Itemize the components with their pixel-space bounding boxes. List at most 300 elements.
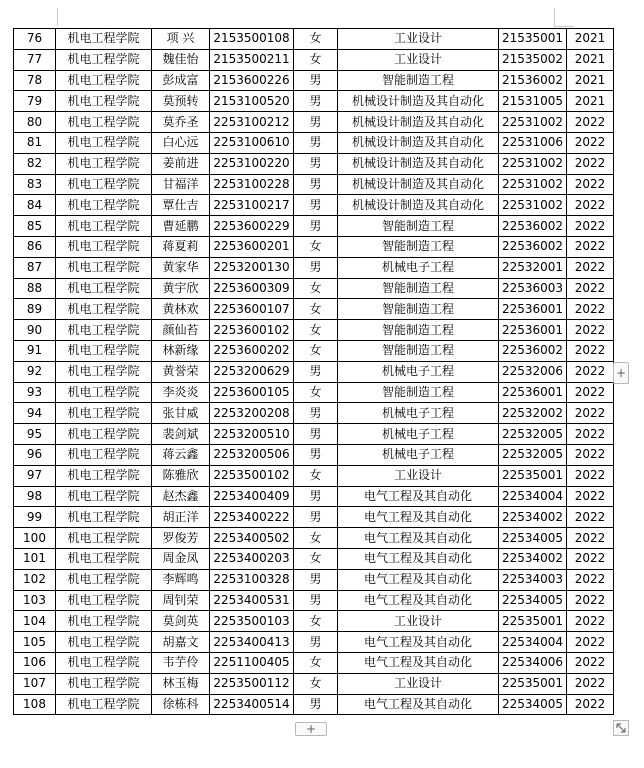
cell-class-code: 22531002: [499, 153, 567, 174]
cell-major: 工业设计: [338, 673, 499, 694]
cell-index: 77: [14, 49, 56, 70]
cell-index: 92: [14, 361, 56, 382]
cell-college: 机电工程学院: [56, 257, 152, 278]
cell-student-id: 2253400203: [210, 548, 294, 569]
cell-student-id: 2253100328: [210, 569, 294, 590]
cell-college: 机电工程学院: [56, 590, 152, 611]
cell-gender: 女: [294, 528, 338, 549]
cell-class-code: 21531005: [499, 91, 567, 112]
cell-major: 智能制造工程: [338, 216, 499, 237]
cell-college: 机电工程学院: [56, 195, 152, 216]
cell-gender: 男: [294, 112, 338, 133]
cell-student-id: 2253400514: [210, 694, 294, 715]
cell-index: 91: [14, 340, 56, 361]
cell-class-code: 22536001: [499, 382, 567, 403]
cell-index: 79: [14, 91, 56, 112]
table-row: [14, 112, 614, 133]
cell-index: 90: [14, 320, 56, 341]
table-row: [14, 91, 614, 112]
cell-major: 电气工程及其自动化: [338, 528, 499, 549]
cell-college: 机电工程学院: [56, 673, 152, 694]
cell-major: 电气工程及其自动化: [338, 486, 499, 507]
cell-grade: 2022: [567, 153, 614, 174]
table-row: [14, 382, 614, 403]
cell-college: 机电工程学院: [56, 652, 152, 673]
table-row: [14, 174, 614, 195]
cell-index: 95: [14, 424, 56, 445]
cell-gender: 男: [294, 632, 338, 653]
cell-grade: 2022: [567, 112, 614, 133]
plus-icon: +: [305, 722, 317, 736]
cell-grade: 2022: [567, 132, 614, 153]
cell-student-id: 2253100228: [210, 174, 294, 195]
table-row: [14, 611, 614, 632]
cell-student-id: 2253200506: [210, 444, 294, 465]
cell-index: 99: [14, 507, 56, 528]
cell-gender: 男: [294, 70, 338, 91]
plus-icon: +: [615, 366, 627, 380]
cell-name: 陈雅欣: [152, 465, 210, 486]
cell-gender: 男: [294, 424, 338, 445]
cell-gender: 女: [294, 340, 338, 361]
cell-college: 机电工程学院: [56, 49, 152, 70]
cell-name: 项 兴: [152, 29, 210, 50]
cell-class-code: 22535001: [499, 611, 567, 632]
cell-major: 电气工程及其自动化: [338, 694, 499, 715]
cell-major: 机械设计制造及其自动化: [338, 195, 499, 216]
cell-major: 机械电子工程: [338, 424, 499, 445]
cell-gender: 男: [294, 403, 338, 424]
cell-name: 徐栋科: [152, 694, 210, 715]
cell-grade: 2022: [567, 590, 614, 611]
cell-major: 电气工程及其自动化: [338, 652, 499, 673]
cell-gender: 男: [294, 486, 338, 507]
cell-gender: 女: [294, 465, 338, 486]
cell-grade: 2021: [567, 91, 614, 112]
cell-major: 机械电子工程: [338, 403, 499, 424]
cell-college: 机电工程学院: [56, 611, 152, 632]
cell-gender: 男: [294, 91, 338, 112]
cell-gender: 男: [294, 257, 338, 278]
cell-student-id: 2153500108: [210, 29, 294, 50]
cell-grade: 2022: [567, 444, 614, 465]
cell-grade: 2022: [567, 361, 614, 382]
cell-name: 张甘威: [152, 403, 210, 424]
cell-student-id: 2253400413: [210, 632, 294, 653]
cell-college: 机电工程学院: [56, 444, 152, 465]
table-row: [14, 278, 614, 299]
cell-index: 104: [14, 611, 56, 632]
cell-index: 87: [14, 257, 56, 278]
cell-name: 胡嘉文: [152, 632, 210, 653]
cell-index: 103: [14, 590, 56, 611]
cell-class-code: 22534004: [499, 632, 567, 653]
table-row: [14, 673, 614, 694]
cell-gender: 女: [294, 278, 338, 299]
cell-name: 罗俊芳: [152, 528, 210, 549]
cell-college: 机电工程学院: [56, 91, 152, 112]
cell-index: 108: [14, 694, 56, 715]
cell-gender: 女: [294, 320, 338, 341]
table-row: [14, 299, 614, 320]
table-row: [14, 70, 614, 91]
cell-college: 机电工程学院: [56, 153, 152, 174]
cell-major: 工业设计: [338, 29, 499, 50]
cell-student-id: 2153600226: [210, 70, 294, 91]
cell-class-code: 22536001: [499, 299, 567, 320]
cell-gender: 女: [294, 548, 338, 569]
cell-college: 机电工程学院: [56, 569, 152, 590]
cell-class-code: 22534002: [499, 507, 567, 528]
cell-grade: 2022: [567, 424, 614, 445]
cell-student-id: 2253600105: [210, 382, 294, 403]
cell-college: 机电工程学院: [56, 132, 152, 153]
cell-gender: 男: [294, 195, 338, 216]
cell-index: 84: [14, 195, 56, 216]
table-row: [14, 548, 614, 569]
cell-index: 94: [14, 403, 56, 424]
table-resize-handle[interactable]: [613, 720, 629, 736]
cell-major: 工业设计: [338, 465, 499, 486]
cell-gender: 女: [294, 236, 338, 257]
cell-major: 电气工程及其自动化: [338, 632, 499, 653]
cell-grade: 2022: [567, 257, 614, 278]
page-corner-mark-right-horizontal: [554, 26, 574, 27]
cell-class-code: 22534005: [499, 694, 567, 715]
cell-class-code: 22532001: [499, 257, 567, 278]
cell-student-id: 2253400502: [210, 528, 294, 549]
cell-gender: 男: [294, 694, 338, 715]
cell-major: 工业设计: [338, 611, 499, 632]
cell-student-id: 2253200510: [210, 424, 294, 445]
cell-name: 胡正洋: [152, 507, 210, 528]
cell-name: 甘福洋: [152, 174, 210, 195]
cell-name: 裴剑斌: [152, 424, 210, 445]
cell-class-code: 22536003: [499, 278, 567, 299]
cell-student-id: 2253600107: [210, 299, 294, 320]
cell-major: 机械设计制造及其自动化: [338, 91, 499, 112]
cell-grade: 2022: [567, 382, 614, 403]
table-row: [14, 340, 614, 361]
table-row: [14, 590, 614, 611]
cell-college: 机电工程学院: [56, 29, 152, 50]
cell-grade: 2021: [567, 29, 614, 50]
cell-major: 智能制造工程: [338, 70, 499, 91]
cell-major: 电气工程及其自动化: [338, 569, 499, 590]
cell-name: 黄家华: [152, 257, 210, 278]
cell-major: 智能制造工程: [338, 278, 499, 299]
cell-student-id: 2253600202: [210, 340, 294, 361]
cell-class-code: 22536002: [499, 216, 567, 237]
table-row: [14, 507, 614, 528]
cell-student-id: 2253100610: [210, 132, 294, 153]
cell-student-id: 2253200629: [210, 361, 294, 382]
cell-index: 85: [14, 216, 56, 237]
cell-index: 82: [14, 153, 56, 174]
cell-name: 黄宇欣: [152, 278, 210, 299]
cell-name: 莫剑英: [152, 611, 210, 632]
cell-class-code: 22532006: [499, 361, 567, 382]
page-corner-mark-right: [554, 8, 555, 26]
cell-college: 机电工程学院: [56, 548, 152, 569]
cell-student-id: 2153100520: [210, 91, 294, 112]
table-row: [14, 569, 614, 590]
cell-name: 赵杰鑫: [152, 486, 210, 507]
cell-student-id: 2253400531: [210, 590, 294, 611]
table-row: [14, 236, 614, 257]
cell-major: 机械电子工程: [338, 444, 499, 465]
cell-class-code: 22535001: [499, 673, 567, 694]
cell-major: 智能制造工程: [338, 236, 499, 257]
cell-class-code: 22536002: [499, 340, 567, 361]
cell-student-id: 2253600201: [210, 236, 294, 257]
cell-gender: 女: [294, 299, 338, 320]
cell-gender: 男: [294, 569, 338, 590]
cell-class-code: 22536002: [499, 236, 567, 257]
cell-name: 周钊荣: [152, 590, 210, 611]
table-row: [14, 403, 614, 424]
table-row: [14, 257, 614, 278]
cell-class-code: 22534005: [499, 528, 567, 549]
cell-grade: 2022: [567, 299, 614, 320]
table-row: [14, 632, 614, 653]
cell-major: 智能制造工程: [338, 320, 499, 341]
table-row: [14, 216, 614, 237]
cell-class-code: 22532005: [499, 424, 567, 445]
cell-major: 机械电子工程: [338, 361, 499, 382]
cell-gender: 男: [294, 174, 338, 195]
cell-class-code: 22534004: [499, 486, 567, 507]
cell-name: 黄林欢: [152, 299, 210, 320]
table-row: [14, 424, 614, 445]
cell-college: 机电工程学院: [56, 382, 152, 403]
table-row: [14, 465, 614, 486]
cell-major: 机械设计制造及其自动化: [338, 112, 499, 133]
cell-name: 魏佳怡: [152, 49, 210, 70]
cell-student-id: 2253400409: [210, 486, 294, 507]
cell-class-code: 21536002: [499, 70, 567, 91]
cell-name: 周金凤: [152, 548, 210, 569]
cell-index: 101: [14, 548, 56, 569]
cell-grade: 2022: [567, 528, 614, 549]
cell-class-code: 22531006: [499, 132, 567, 153]
cell-student-id: 2253100212: [210, 112, 294, 133]
cell-grade: 2022: [567, 403, 614, 424]
table-row: [14, 153, 614, 174]
cell-index: 78: [14, 70, 56, 91]
cell-index: 96: [14, 444, 56, 465]
cell-index: 88: [14, 278, 56, 299]
cell-index: 86: [14, 236, 56, 257]
cell-student-id: 2253100217: [210, 195, 294, 216]
cell-grade: 2022: [567, 673, 614, 694]
cell-student-id: 2253200130: [210, 257, 294, 278]
table-row: [14, 361, 614, 382]
cell-class-code: 22534005: [499, 590, 567, 611]
cell-college: 机电工程学院: [56, 528, 152, 549]
cell-college: 机电工程学院: [56, 694, 152, 715]
cell-student-id: 2253400222: [210, 507, 294, 528]
table-row: [14, 444, 614, 465]
cell-college: 机电工程学院: [56, 507, 152, 528]
cell-major: 机械设计制造及其自动化: [338, 153, 499, 174]
cell-name: 莫乔圣: [152, 112, 210, 133]
cell-college: 机电工程学院: [56, 340, 152, 361]
cell-index: 105: [14, 632, 56, 653]
cell-name: 李辉鸣: [152, 569, 210, 590]
cell-college: 机电工程学院: [56, 299, 152, 320]
cell-class-code: 21535001: [499, 29, 567, 50]
cell-name: 颜仙苔: [152, 320, 210, 341]
cell-class-code: 22532002: [499, 403, 567, 424]
cell-class-code: 21535002: [499, 49, 567, 70]
cell-name: 彭成富: [152, 70, 210, 91]
cell-student-id: 2253500103: [210, 611, 294, 632]
cell-grade: 2022: [567, 465, 614, 486]
cell-major: 智能制造工程: [338, 299, 499, 320]
cell-college: 机电工程学院: [56, 361, 152, 382]
table-row: [14, 29, 614, 50]
cell-grade: 2022: [567, 652, 614, 673]
cell-major: 电气工程及其自动化: [338, 507, 499, 528]
cell-index: 83: [14, 174, 56, 195]
cell-grade: 2022: [567, 174, 614, 195]
cell-college: 机电工程学院: [56, 216, 152, 237]
cell-grade: 2022: [567, 216, 614, 237]
table-row: [14, 694, 614, 715]
cell-college: 机电工程学院: [56, 465, 152, 486]
cell-major: 机械设计制造及其自动化: [338, 174, 499, 195]
cell-name: 林新缘: [152, 340, 210, 361]
table-row: [14, 132, 614, 153]
cell-index: 107: [14, 673, 56, 694]
cell-name: 莫预转: [152, 91, 210, 112]
cell-index: 81: [14, 132, 56, 153]
cell-major: 工业设计: [338, 49, 499, 70]
cell-grade: 2022: [567, 569, 614, 590]
cell-class-code: 22535001: [499, 465, 567, 486]
table-row: [14, 652, 614, 673]
cell-college: 机电工程学院: [56, 403, 152, 424]
cell-gender: 女: [294, 29, 338, 50]
cell-major: 机械设计制造及其自动化: [338, 132, 499, 153]
cell-name: 林玉梅: [152, 673, 210, 694]
cell-grade: 2021: [567, 70, 614, 91]
cell-student-id: 2251100405: [210, 652, 294, 673]
cell-major: 机械电子工程: [338, 257, 499, 278]
cell-index: 98: [14, 486, 56, 507]
add-column-button[interactable]: [613, 362, 629, 384]
student-table-body: [14, 29, 614, 715]
cell-class-code: 22531002: [499, 112, 567, 133]
cell-major: 智能制造工程: [338, 382, 499, 403]
cell-gender: 男: [294, 216, 338, 237]
cell-index: 102: [14, 569, 56, 590]
cell-college: 机电工程学院: [56, 174, 152, 195]
cell-college: 机电工程学院: [56, 70, 152, 91]
cell-gender: 男: [294, 153, 338, 174]
cell-student-id: 2253200208: [210, 403, 294, 424]
cell-index: 89: [14, 299, 56, 320]
cell-gender: 女: [294, 611, 338, 632]
cell-grade: 2022: [567, 340, 614, 361]
table-row: [14, 49, 614, 70]
cell-gender: 女: [294, 382, 338, 403]
cell-name: 李炎炎: [152, 382, 210, 403]
cell-major: 电气工程及其自动化: [338, 548, 499, 569]
cell-name: 蒋云鑫: [152, 444, 210, 465]
resize-diagonal-icon: [614, 721, 628, 735]
cell-name: 白心远: [152, 132, 210, 153]
cell-gender: 男: [294, 444, 338, 465]
table-row: [14, 320, 614, 341]
cell-class-code: 22532005: [499, 444, 567, 465]
cell-student-id: 2253500102: [210, 465, 294, 486]
cell-student-id: 2153500211: [210, 49, 294, 70]
table-row: [14, 486, 614, 507]
cell-major: 智能制造工程: [338, 340, 499, 361]
cell-grade: 2022: [567, 611, 614, 632]
cell-class-code: 22534003: [499, 569, 567, 590]
cell-college: 机电工程学院: [56, 424, 152, 445]
cell-major: 电气工程及其自动化: [338, 590, 499, 611]
page-corner-mark-left: [57, 8, 58, 26]
cell-gender: 女: [294, 673, 338, 694]
cell-name: 黄誉荣: [152, 361, 210, 382]
cell-gender: 女: [294, 652, 338, 673]
cell-name: 韦芋伶: [152, 652, 210, 673]
student-table: [13, 28, 614, 715]
add-row-button[interactable]: [295, 722, 327, 736]
cell-grade: 2022: [567, 278, 614, 299]
cell-gender: 男: [294, 132, 338, 153]
cell-name: 蒋夏莉: [152, 236, 210, 257]
cell-grade: 2022: [567, 507, 614, 528]
cell-gender: 女: [294, 49, 338, 70]
cell-grade: 2022: [567, 195, 614, 216]
cell-college: 机电工程学院: [56, 112, 152, 133]
cell-student-id: 2253600229: [210, 216, 294, 237]
cell-name: 覃仕吉: [152, 195, 210, 216]
cell-class-code: 22531002: [499, 174, 567, 195]
cell-gender: 男: [294, 361, 338, 382]
cell-college: 机电工程学院: [56, 486, 152, 507]
cell-college: 机电工程学院: [56, 632, 152, 653]
cell-grade: 2022: [567, 632, 614, 653]
cell-college: 机电工程学院: [56, 278, 152, 299]
cell-index: 106: [14, 652, 56, 673]
cell-index: 76: [14, 29, 56, 50]
cell-name: 曹延鹏: [152, 216, 210, 237]
cell-student-id: 2253600309: [210, 278, 294, 299]
cell-grade: 2022: [567, 486, 614, 507]
cell-grade: 2022: [567, 548, 614, 569]
cell-index: 93: [14, 382, 56, 403]
cell-class-code: 22536001: [499, 320, 567, 341]
cell-grade: 2022: [567, 320, 614, 341]
cell-college: 机电工程学院: [56, 320, 152, 341]
cell-index: 100: [14, 528, 56, 549]
cell-student-id: 2253100220: [210, 153, 294, 174]
cell-grade: 2021: [567, 49, 614, 70]
table-row: [14, 195, 614, 216]
cell-index: 80: [14, 112, 56, 133]
cell-name: 姜前进: [152, 153, 210, 174]
cell-class-code: 22534002: [499, 548, 567, 569]
cell-index: 97: [14, 465, 56, 486]
cell-grade: 2022: [567, 694, 614, 715]
cell-class-code: 22534006: [499, 652, 567, 673]
